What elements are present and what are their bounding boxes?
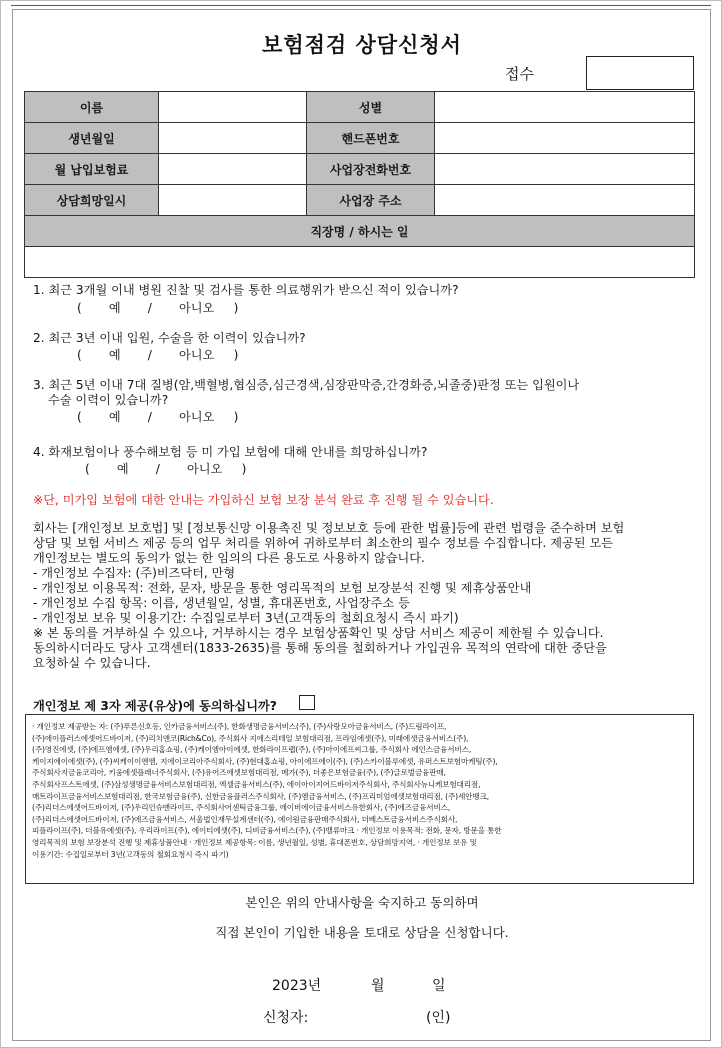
details-line: 주식회사지금융코리아, 키움에셋플래너주식회사, (주)유어즈에셋보험대리점, 메가(주), 더좋은보험금융(주), (주)글로벌금융판매,: [32, 768, 446, 778]
workplace-label: 직장명 / 하시는 일: [25, 216, 695, 247]
table-row: [25, 247, 695, 278]
details-line: 영리목적의 보험 보장분석 진행 및 제휴상품안내 · 개인정보 제공항목: 이름, 생년월일, 성별, 휴대폰번호, 상담희망지역, · 개인정보 보유 및: [32, 837, 477, 847]
date-year: 2023년: [272, 978, 322, 994]
preferred-time-label: 상담희망일시: [25, 185, 159, 216]
applicant-info-table: [24, 91, 695, 278]
table-row: [25, 92, 695, 123]
table-row: [25, 216, 695, 247]
reception-box: [586, 56, 694, 90]
birthdate-label: 생년월일: [25, 123, 159, 154]
details-line: (주)에이플러스에셋어드바이저, (주)리치앤코(Rich&Co), 주식회사 지에스리테일 보험대리점, 프라임에셋(주), 미래에셋금융서비스(주),: [32, 733, 469, 743]
privacy-line: 요청하실 수 있습니다.: [33, 656, 151, 670]
monthly-premium-field[interactable]: [159, 154, 307, 185]
privacy-line: ※ 본 동의를 거부하실 수 있으나, 거부하시는 경우 보험상품확인 및 상담 서비스 제공이 제한될 수 있습니다.: [33, 626, 604, 640]
gender-field[interactable]: [435, 92, 695, 123]
details-line: 매트라이프금융서비스보험대리점, 한국보험금융(주), 신한금융플러스주식회사, (주)엠금융서비스, (주)프리미엄에셋보험대리점, (주)세안뱅크,: [32, 791, 489, 801]
details-line: 이용기간: 수집일로부터 3년(고객동의 철회요청시 즉시 파기): [32, 849, 229, 859]
privacy-line: 동의하시더라도 당사 고객센터(1833-2635)를 통해 동의를 철회하거나 가입권유 목적의 연락에 대한 중단을: [33, 641, 607, 655]
reception-label: 접수: [505, 65, 534, 83]
details-line: · 개인정보 제공받는 자: (주)푸른신호등, 인카금융서비스(주), 한화생명금융서비스(주), (주)사랑모아금융서비스, (주)드림라이프,: [32, 722, 447, 731]
birthdate-field[interactable]: [159, 123, 307, 154]
question-3: 3. 최근 5년 이내 7대 질병(암,백혈병,협심증,심근경색,심장판막증,간경화증,뇌졸중)판정 또는 입원이나: [33, 378, 580, 392]
applicant-label: 신청자:: [263, 1010, 309, 1026]
name-label: 이름: [25, 92, 159, 123]
third-party-consent-question: 개인정보 제 3자 제공(유상)에 동의하십니까?: [33, 699, 277, 713]
table-row: [25, 185, 695, 216]
table-row: [25, 154, 695, 185]
privacy-line: 상담 및 보험 서비스 제공 등의 업무 처리를 위하여 귀하로부터 최소한의 필수 정보를 수집합니다. 제공된 모든: [33, 536, 614, 550]
question-1-answer[interactable]: ( 예 / 아니오 ): [77, 301, 239, 315]
date-day: 일: [432, 978, 446, 994]
details-line: 케이지에이에셋(주), (주)씨케이이엔엠, 지에이코리아주식회사, (주)현대홈쇼핑, 아이에프에이(주), (주)스카이블루에셋, 유퍼스트보험마케팅(주),: [32, 756, 498, 766]
monthly-premium-label: 월 납입보험료: [25, 154, 159, 185]
question-3-answer[interactable]: ( 예 / 아니오 ): [77, 410, 239, 424]
table-row: [25, 123, 695, 154]
details-line: (주)영진에셋, (주)에프엠에셋, (주)우리홈쇼핑, (주)케이엠아이에셋, 한화라이프랩(주), (주)아이에프씨그룹, 주식회사 에인스금융서비스,: [32, 745, 472, 755]
preferred-time-field[interactable]: [159, 185, 307, 216]
question-1: 1. 최근 3개월 이내 병원 진찰 및 검사를 통한 의료행위가 받으신 적이 있습니까?: [33, 283, 459, 297]
top-divider: [11, 5, 711, 6]
question-3-continued: 수술 이력이 있습니까?: [48, 393, 169, 407]
privacy-line: - 개인정보 이용목적: 전화, 문자, 방문을 통한 영리목적의 보험 보장분석 진행 및 제휴상품안내: [33, 581, 532, 595]
closing-line-1: 본인은 위의 안내사항을 숙지하고 동의하며: [245, 895, 479, 910]
notice-warning: ※단, 미가입 보험에 대한 안내는 가입하신 보험 보장 분석 완료 후 진행 될 수 있습니다.: [33, 493, 494, 507]
applicant-seal: (인): [426, 1010, 451, 1026]
details-line: 주식회사프스트에셋, (주)삼성생명금융서비스보험대리점, 엑셀금융서비스(주), 에이아이지어드바이저주식회사, 주식회사뉴니케보험대리점,: [32, 779, 481, 789]
gender-label: 성별: [307, 92, 435, 123]
details-line: 피플라이프(주), 더블유에셋(주), 우리라이프(주), 에이티에셋(주), 디비금융서비스(주), (주)밸류마크 · 개인정보 이용목적: 전화, 문자, 방문을 통한: [32, 826, 502, 836]
business-address-field[interactable]: [435, 185, 695, 216]
name-field[interactable]: [159, 92, 307, 123]
date-month: 월: [371, 978, 385, 994]
workplace-field[interactable]: [25, 247, 695, 278]
question-2: 2. 최근 3년 이내 입원, 수술을 한 이력이 있습니까?: [33, 331, 306, 345]
privacy-line: - 개인정보 보유 및 이용기간: 수집일로부터 3년(고객동의 철회요청시 즉시 파기): [33, 611, 459, 625]
details-line: (주)리더스에셋어드바이저, (주)우리인슈맨라이프, 주식회사어센틱금융그룹, 에이비에이금융서비스유한회사, (주)에즈금융서비스,: [32, 803, 451, 813]
form-title: 보험점검 상담신청서: [262, 33, 462, 57]
business-address-label: 사업장 주소: [307, 185, 435, 216]
question-4-answer[interactable]: ( 예 / 아니오 ): [85, 462, 247, 476]
question-4: 4. 화재보험이나 풍수해보험 등 미 가입 보험에 대해 안내를 희망하십니까?: [33, 445, 428, 459]
privacy-line: - 개인정보 수집 항목: 이름, 생년월일, 성별, 휴대폰번호, 사업장주소 등: [33, 596, 410, 610]
mobile-field[interactable]: [435, 123, 695, 154]
question-2-answer[interactable]: ( 예 / 아니오 ): [77, 348, 239, 362]
business-phone-field[interactable]: [435, 154, 695, 185]
details-line: (주)리더스에셋어드바이저, (주)에즈금융서비스, 서울법인재무설계센터(주), 에이원금융판매주식회사, 더베스트금융서비스주식회사,: [32, 814, 458, 824]
closing-line-2: 직접 본인이 기입한 내용을 토대로 상담을 신청합니다.: [215, 925, 509, 940]
privacy-line: 개인정보는 별도의 동의가 없는 한 임의의 다른 용도로 사용하지 않습니다.: [33, 551, 425, 565]
business-phone-label: 사업장전화번호: [307, 154, 435, 185]
third-party-consent-checkbox[interactable]: [299, 695, 315, 710]
mobile-label: 핸드폰번호: [307, 123, 435, 154]
third-party-details-box: [25, 714, 694, 884]
privacy-line: - 개인정보 수집자: (주)비즈닥터, 만형: [33, 566, 236, 580]
privacy-line: 회사는 [개인정보 보호법] 및 [정보통신망 이용촉진 및 정보보호 등에 관한 법률]등에 관련 법령을 준수하며 보험: [33, 521, 625, 535]
